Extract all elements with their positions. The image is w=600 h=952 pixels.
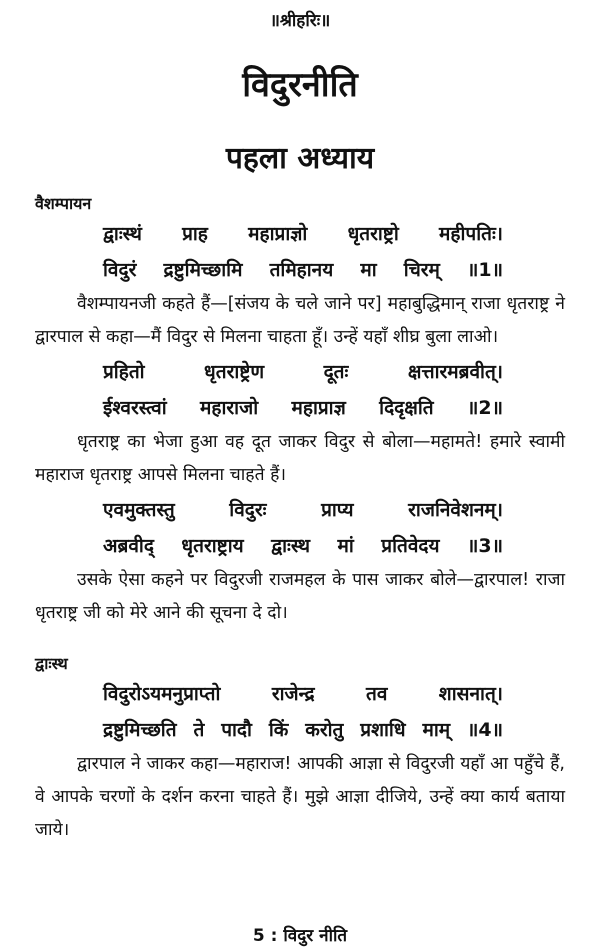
verse-3-line-1: एवमुक्तस्तु विदुरः प्राप्य राजनिवेशनम्। [103,499,503,521]
section-vaishampayana [0,192,600,630]
verse-1-line-1: द्वाःस्थं प्राह महाप्राज्ञो धृतराष्ट्रो महीपतिः। [103,223,503,245]
section-spacer [0,630,600,644]
speaker-label: द्वाःस्थ [35,654,68,673]
invocation-heading: ॥श्रीहरिः॥ [269,11,331,31]
verse-1-translation: वैशम्पायनजी कहते हैं—[संजय के चले जाने पर] महाबुद्धिमान् राजा धृतराष्ट्र ने द्वारपाल से कहा—मैं विदुर से मिलना चाहता हूँ। उन्हें यहाँ शीघ्र बुला लाओ। [35,294,565,347]
speaker-label: वैशम्पायन [35,194,92,213]
page-footer: 5 : विदुर नीति [252,926,348,946]
verse-4-line-1: विदुरोऽयमनुप्राप्तो राजेन्द्र तव शासनात्। [103,683,503,705]
verse-2-line-2: ईश्वरस्त्वां महाराजो महाप्राज्ञ दिदृक्षति ॥2॥ [103,397,503,419]
verse-4-line-2: द्रष्टुमिच्छति ते पादौ किं करोतु प्रशाधि माम् ॥4॥ [103,719,503,741]
verse-3-translation: उसके ऐसा कहने पर विदुरजी राजमहल के पास जाकर बोले—द्वारपाल! राजा धृतराष्ट्र जी को मेरे आने की सूचना दे दो। [35,570,565,623]
verse-4-translation: द्वारपाल ने जाकर कहा—महाराज! आपकी आज्ञा से विदुरजी यहाँ आ पहुँचे हैं, वे आपके चरणों के दर्शन करना चाहते हैं। मुझे आज्ञा दीजिये, उन्हें क्या कार्य बताया जाये। [35,754,565,840]
chapter-title: पहला अध्याय [225,141,375,176]
verse-3-line-2: अब्रवीद् धृतराष्ट्राय द्वाःस्थ मां प्रतिवेदय ॥3॥ [103,535,503,557]
book-title: विदुरनीति [242,65,358,105]
verse-2-translation: धृतराष्ट्र का भेजा हुआ वह दूत जाकर विदुर से बोला—महामते! हमारे स्वामी महाराज धृतराष्ट्र आपसे मिलना चाहते हैं। [35,432,565,485]
verse-1-line-2: विदुरं द्रष्टुमिच्छामि तमिहानय मा चिरम् ॥1॥ [103,259,503,281]
section-dvahstha [0,652,600,847]
verse-2-line-1: प्रहितो धृतराष्ट्रेण दूतः क्षत्तारमब्रवीत्। [103,361,503,383]
